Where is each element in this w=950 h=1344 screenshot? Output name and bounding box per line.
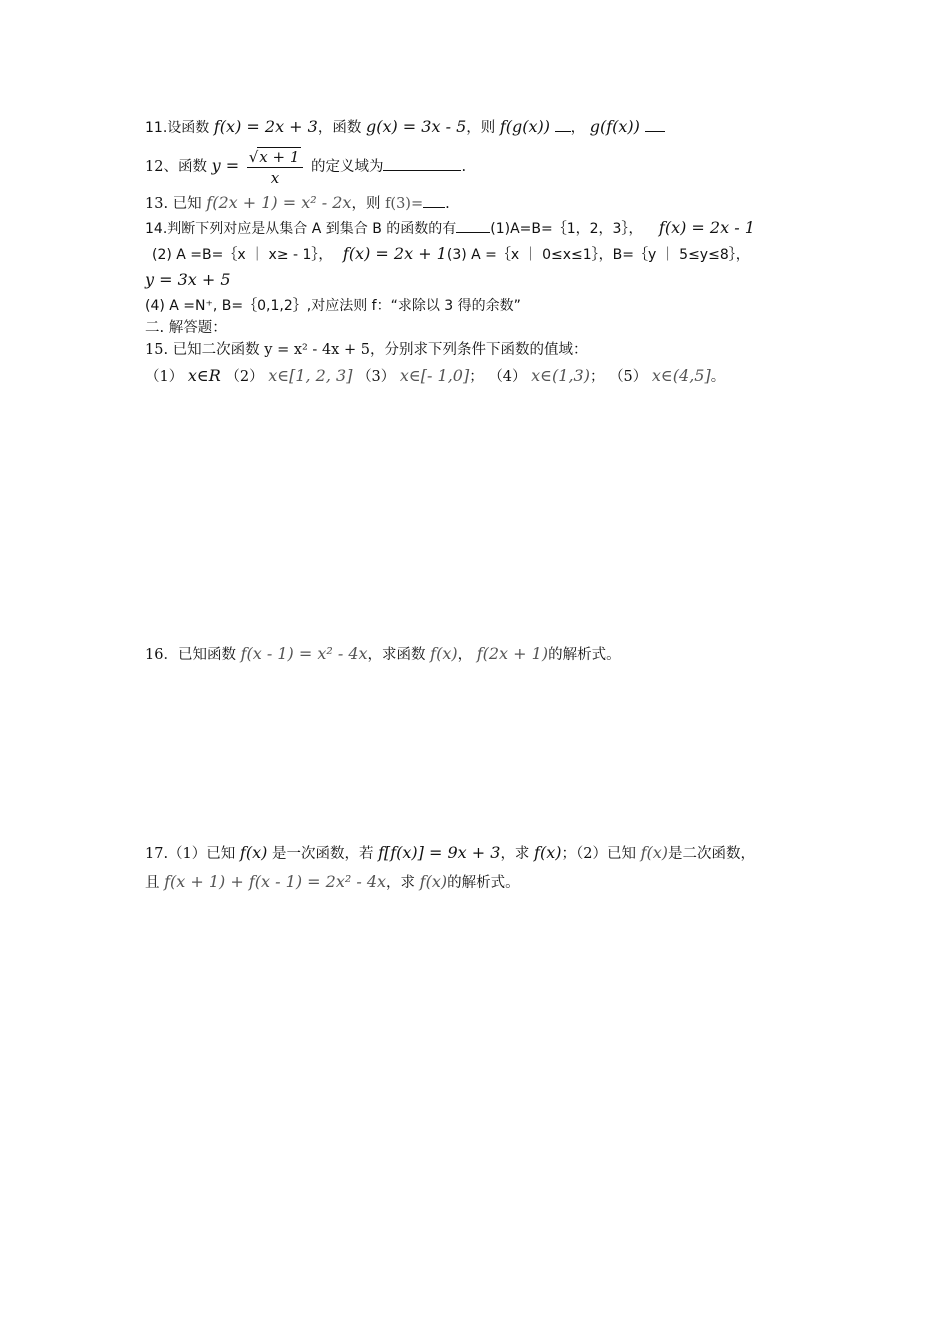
- question-15: [145, 340, 587, 360]
- q14-answer-blank[interactable]: [456, 218, 490, 233]
- q15-text: 15. 已知二次函数 y = x² - 4x + 5，分别求下列条件下函数的值域：: [145, 342, 588, 358]
- q17-f: f(x): [239, 843, 268, 862]
- section-2-title: 二. 解答题：: [145, 320, 227, 336]
- q14-case-3-map: y = 3x + 5: [145, 270, 231, 289]
- q15-part-2-expr: x∈[1, 2, 3]: [268, 366, 353, 385]
- q11-ask-fg: f(g(x)): [499, 117, 551, 136]
- q14-case-2-label: (2) A =B=｛x ｜ x≥ - 1｝，: [152, 247, 333, 263]
- sqrt-icon: √: [248, 147, 259, 166]
- q12-denominator: x: [270, 168, 280, 187]
- q12-y-lhs: y =: [211, 156, 240, 175]
- q17-part-e: 是二次函数，: [668, 846, 756, 862]
- q15-part-5-end: 。: [710, 369, 726, 385]
- q17-part-d: ；（2）已知: [561, 846, 636, 862]
- q16-ask-2: f(2x + 1): [476, 644, 549, 663]
- q17-line-2-a: 且: [145, 875, 160, 891]
- q11-mid: ，函数: [317, 120, 362, 136]
- q15-part-3-label: （3）: [357, 369, 396, 385]
- q15-part-4-label: （4）: [488, 369, 527, 385]
- q12-fraction: [247, 147, 304, 188]
- question-15-parts: [145, 366, 725, 387]
- q14-case-3-label: (3) A =｛x ｜ 0≤x≤1｝，B=｛y ｜ 5≤y≤8｝，: [446, 247, 750, 263]
- q14-case-2-map: f(x) = 2x + 1: [342, 244, 447, 263]
- q15-part-3-end: ；: [469, 369, 484, 385]
- q12-suffix: 的定义域为: [310, 159, 384, 175]
- q17-part-a: 17.（1）已知: [145, 846, 236, 862]
- question-17-line-1: [145, 843, 755, 864]
- q12-numerator: x + 1: [259, 147, 300, 166]
- q17-ask-1: f(x): [534, 843, 562, 862]
- q14-case-1-label: (1)A=B=｛1，2，3｝，: [490, 221, 643, 237]
- q17-f2: f(x): [640, 843, 669, 862]
- q12-answer-blank[interactable]: [383, 156, 461, 171]
- question-14-line-2: [152, 244, 750, 265]
- q11-prefix: 11.设函数: [145, 120, 210, 136]
- question-14-line-3: [145, 270, 231, 291]
- q17-line-2-c: 的解析式。: [447, 875, 520, 891]
- q11-answer-blank-1[interactable]: [555, 117, 571, 132]
- question-17-line-2: [145, 872, 520, 893]
- q13-then: ，则: [351, 196, 381, 212]
- q11-ask-gf: g(f(x)): [589, 117, 640, 136]
- q16-mid: ，求函数: [367, 647, 426, 663]
- q16-end: 的解析式。: [548, 647, 621, 663]
- q15-part-1-label: （1）: [145, 369, 184, 385]
- q15-part-5-label: （5）: [609, 369, 648, 385]
- question-13: [145, 193, 450, 214]
- q13-end: .: [445, 196, 450, 212]
- q16-given: f(x - 1) = x² - 4x: [240, 644, 368, 663]
- q17-equation-1: f[f(x)] = 9x + 3: [378, 843, 501, 862]
- q17-equation-2: f(x + 1) + f(x - 1) = 2x² - 4x: [164, 872, 387, 891]
- q15-part-1-expr: x∈R: [187, 366, 221, 385]
- q17-part-b: 是一次函数，若: [271, 846, 374, 862]
- question-14-line-4: [145, 296, 521, 316]
- q12-prefix: 12、函数: [145, 159, 207, 175]
- q13-answer-blank[interactable]: [423, 193, 445, 208]
- q16-ask-1: f(x): [430, 644, 458, 663]
- q14-case-1-map: f(x) = 2x - 1: [658, 218, 755, 237]
- q15-part-4-expr: x∈(1,3): [531, 366, 590, 385]
- q13-ask: f(3)=: [385, 196, 424, 212]
- q11-f-definition: f(x) = 2x + 3: [213, 117, 318, 136]
- q11-then: ，则: [466, 120, 496, 136]
- question-16: [145, 644, 621, 665]
- question-11: [145, 117, 665, 138]
- q14-case-4: (4) A =N⁺, B=｛0,1,2｝,对应法则 f：“求除以 3 得的余数”: [145, 298, 521, 314]
- q17-part-c: ，求: [500, 846, 530, 862]
- q16-sep: ，: [457, 647, 473, 663]
- q15-part-5-expr: x∈(4,5]: [651, 366, 711, 385]
- q15-part-4-end: ；: [589, 369, 605, 385]
- q14-text: 14.判断下列对应是从集合 A 到集合 B 的函数的有: [145, 221, 457, 237]
- q13-expression: f(2x + 1) = x² - 2x: [206, 193, 352, 212]
- q17-line-2-b: ，求: [386, 875, 416, 891]
- q16-prefix: 16．已知函数: [145, 647, 236, 663]
- q17-ask-2: f(x): [419, 872, 448, 891]
- section-heading: [145, 318, 227, 338]
- q12-end: .: [461, 159, 467, 175]
- question-12: [145, 145, 466, 188]
- q13-prefix: 13. 已知: [145, 196, 202, 212]
- q11-g-definition: g(x) = 3x - 5: [365, 117, 467, 136]
- question-14-line-1: [145, 218, 755, 239]
- q11-sep: ，: [570, 120, 586, 136]
- q15-part-3-expr: x∈[- 1,0]: [399, 366, 470, 385]
- q11-answer-blank-2[interactable]: [645, 117, 665, 132]
- q15-part-2-label: （2）: [225, 369, 264, 385]
